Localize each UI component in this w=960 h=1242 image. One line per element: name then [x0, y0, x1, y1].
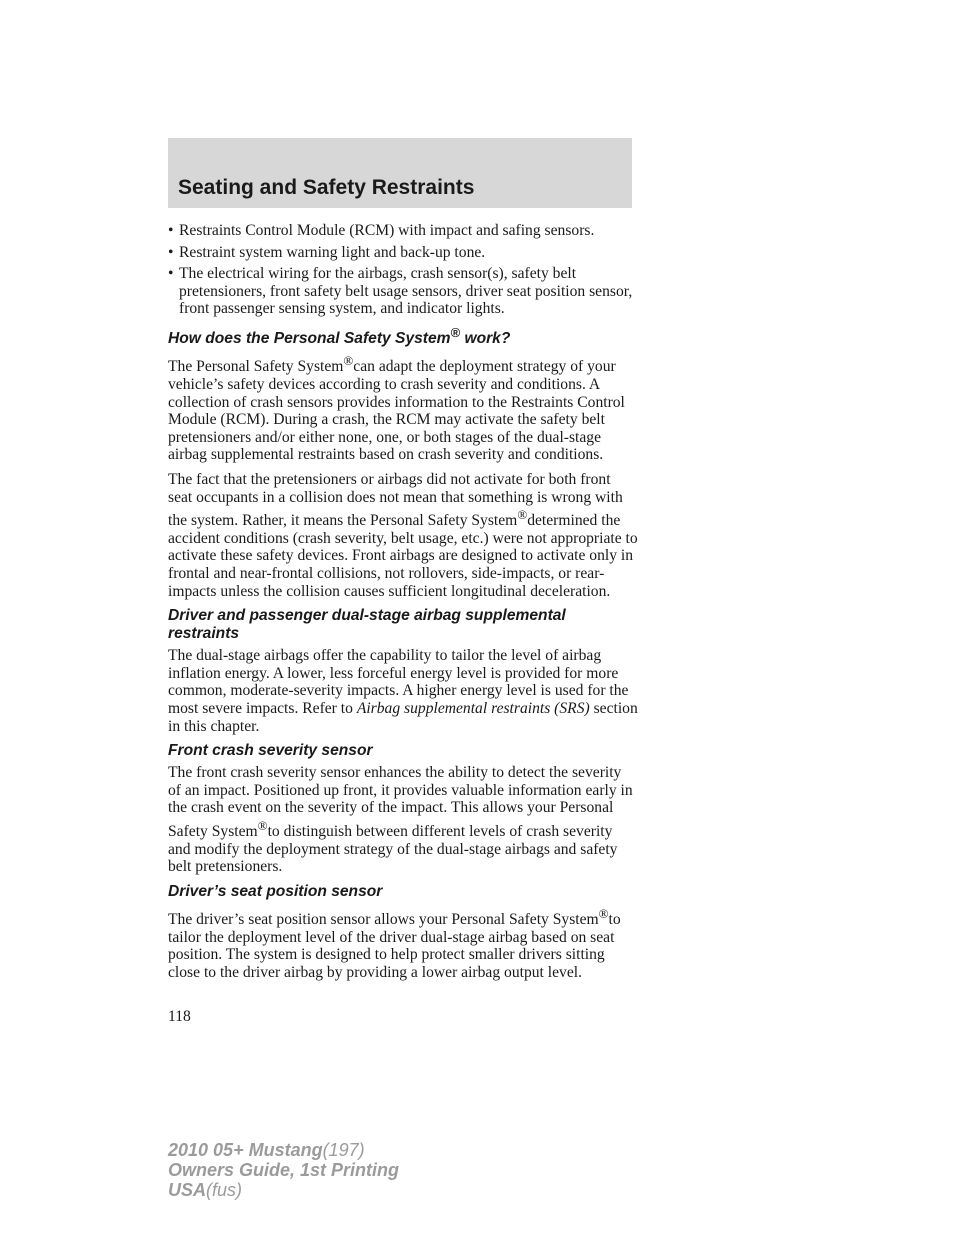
paragraph: The front crash severity sensor enhances the ability to detect the severity of an impact. Positioned up front, it provides valuable information early in the crash event on the severity of the impact. This allows your Personal Safety System®to distinguish between different levels of crash severity and modify the deployment strategy of the dual-stage airbags and safety belt pretensioners. — [168, 764, 633, 876]
list-item — [168, 265, 638, 318]
print-footer: 2010 05+ Mustang(197) Owners Guide, 1st Printing USA(fus) — [168, 1140, 400, 1200]
list-item — [168, 222, 638, 240]
content — [168, 222, 638, 989]
list-item — [168, 244, 638, 262]
bullet-icon: • — [168, 222, 174, 239]
page-number: 118 — [168, 1008, 191, 1025]
list-item-text: Restraint system warning light and back-up tone. — [179, 243, 486, 261]
paragraph: The dual-stage airbags offer the capability to tailor the level of airbag inflation energy. A lower, less forceful energy level is provided for more common, moderate-severity impacts. A higher energy level is used for the most severe impacts. Refer to Airbag supplemental restraints (SRS) section in this chapter. — [168, 647, 638, 735]
list-item-text: The electrical wiring for the airbags, crash sensor(s), safety belt pretensioners, front safety belt usage sensors, driver seat position sensor, front passenger sensing system, and indicator lights. — [179, 265, 633, 318]
section-heading-how-it-works: How does the Personal Safety System® work? — [168, 324, 511, 348]
list-item-text: Restraints Control Module (RCM) with impact and safing sensors. — [179, 222, 595, 239]
component-list — [168, 222, 638, 318]
paragraph: The fact that the pretensioners or airbags did not activate for both front seat occupants in a collision does not mean that something is wrong with the system. Rather, it means the Personal Safety System®determined the accident conditions (crash severity, belt usage, etc.) were not appropriate to activate these safety devices. Front airbags are designed to activate only in frontal and near-frontal collisions, not rollovers, side-impacts, or rear-impacts unless the collision causes sufficient longitudinal deceleration. — [168, 470, 638, 600]
section-heading-crash-severity-sensor: Front crash severity sensor — [168, 742, 373, 760]
bullet-icon: • — [168, 243, 174, 261]
paragraph: The Personal Safety System®can adapt the deployment strategy of your vehicle’s safety devices according to crash severity and conditions. A collection of crash sensors provides information to the Restraints Control Module (RCM). During a crash, the RCM may activate the safety belt pretensioners and/or either none, one, or both stages of the dual-stage airbag supplemental restraints based on crash severity and conditions. — [168, 353, 625, 464]
paragraph: The driver’s seat position sensor allows your Personal Safety System®to tailor the deployment level of the driver dual-stage airbag based on seat position. The system is designed to help protect smaller drivers sitting close to the driver airbag by providing a lower airbag output level. — [168, 905, 621, 981]
section-heading-seat-position-sensor: Driver’s seat position sensor — [168, 882, 383, 900]
bullet-icon: • — [168, 265, 174, 283]
page-title: Seating and Safety Restraints — [178, 176, 475, 199]
section-heading-dual-stage-airbags: Driver and passenger dual-stage airbag supplemental restraints — [168, 607, 566, 643]
cross-reference: Airbag supplemental restraints (SRS) — [356, 700, 590, 718]
